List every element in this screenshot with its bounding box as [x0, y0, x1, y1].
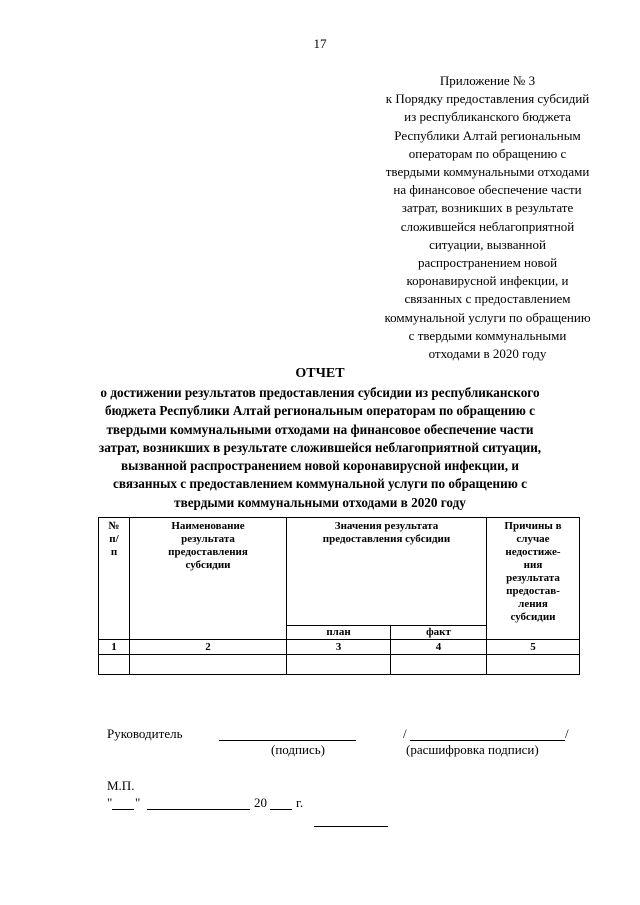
date-day-line	[112, 809, 134, 810]
empty-cell	[287, 655, 391, 675]
appendix-line: ситуации, вызванной	[429, 236, 546, 252]
appendix-line: Приложение № 3	[439, 73, 536, 88]
report-subtitle	[60, 384, 580, 512]
header-result-values: Значения результата предоставления субсидии	[287, 518, 487, 626]
appendix-line: отходами в 2020 году	[428, 346, 547, 362]
column-number-cell: 4	[391, 640, 487, 655]
appendix-header	[355, 72, 620, 363]
date-year-prefix: 20	[254, 795, 267, 810]
subtitle-line: связанных с предоставлением коммунальной услуги по обращению с	[113, 476, 527, 492]
appendix-line: распространением новой	[417, 255, 558, 271]
column-number-cell: 2	[130, 640, 287, 655]
date-month-line	[147, 809, 250, 810]
appendix-line: коммунальной услуги по обращению	[384, 309, 591, 325]
column-number-cell: 1	[99, 640, 130, 655]
appendix-line: к Порядку предоставления субсидий	[385, 91, 590, 107]
header-fact: факт	[391, 626, 487, 640]
page-number: 17	[313, 36, 327, 51]
head-label: Руководитель	[107, 726, 183, 741]
subtitle-line: твердыми коммунальными отходами в 2020 году	[174, 494, 466, 510]
decode-caption: (расшифровка подписи)	[406, 742, 539, 757]
subtitle-line: твердыми коммунальными отходами на финансовое обеспечение части	[106, 421, 534, 437]
results-table	[98, 517, 580, 675]
decode-close-slash: /	[565, 726, 569, 741]
signature-line	[219, 740, 356, 741]
empty-cell	[487, 655, 580, 675]
appendix-line: Республики Алтай региональным	[394, 127, 581, 143]
date-year-line	[270, 809, 292, 810]
signature-caption: (подпись)	[271, 742, 325, 757]
subtitle-line: бюджета Республики Алтай региональным операторам по обращению с	[105, 403, 535, 419]
appendix-line: связанных с предоставлением	[404, 291, 571, 307]
date-quote-close: "	[135, 795, 141, 810]
date-quote-open: "	[107, 795, 113, 810]
subtitle-line: затрат, возникших в результате сложившейся неблагоприятной ситуации,	[98, 439, 542, 455]
empty-cell	[391, 655, 487, 675]
appendix-line: коронавирусной инфекции, и	[406, 273, 569, 289]
empty-cell	[99, 655, 130, 675]
appendix-line: твердыми коммунальными отходами	[385, 164, 590, 180]
decode-open-slash: /	[403, 726, 407, 741]
header-reasons: Причины в случае недостиже- ния результата предостав- ления субсидии	[487, 518, 580, 640]
header-result-name: Наименование результата предоставления субсидии	[130, 518, 287, 640]
appendix-line: затрат, возникших в результате	[401, 200, 574, 216]
appendix-line: на финансовое обеспечение части	[393, 182, 582, 198]
header-plan: план	[287, 626, 391, 640]
column-number-cell: 5	[487, 640, 580, 655]
date-year-suffix: г.	[296, 795, 304, 810]
column-number-cell: 3	[287, 640, 391, 655]
decode-line	[410, 740, 565, 741]
empty-cell	[130, 655, 287, 675]
footer-line	[314, 826, 388, 827]
subtitle-line: о достижении результатов предоставления субсидии из республиканского	[100, 385, 540, 400]
appendix-line: из республиканского бюджета	[404, 109, 571, 125]
appendix-line: операторам по обращению с	[408, 145, 567, 161]
subtitle-line: вызванной распространением новой коронавирусной инфекции, и	[121, 458, 519, 474]
header-number: № п/ п	[99, 518, 130, 640]
appendix-line: сложившейся неблагоприятной	[400, 218, 575, 234]
stamp-label: М.П.	[107, 778, 135, 793]
report-title: ОТЧЕТ	[295, 366, 345, 381]
appendix-line: с твердыми коммунальными	[408, 327, 567, 343]
